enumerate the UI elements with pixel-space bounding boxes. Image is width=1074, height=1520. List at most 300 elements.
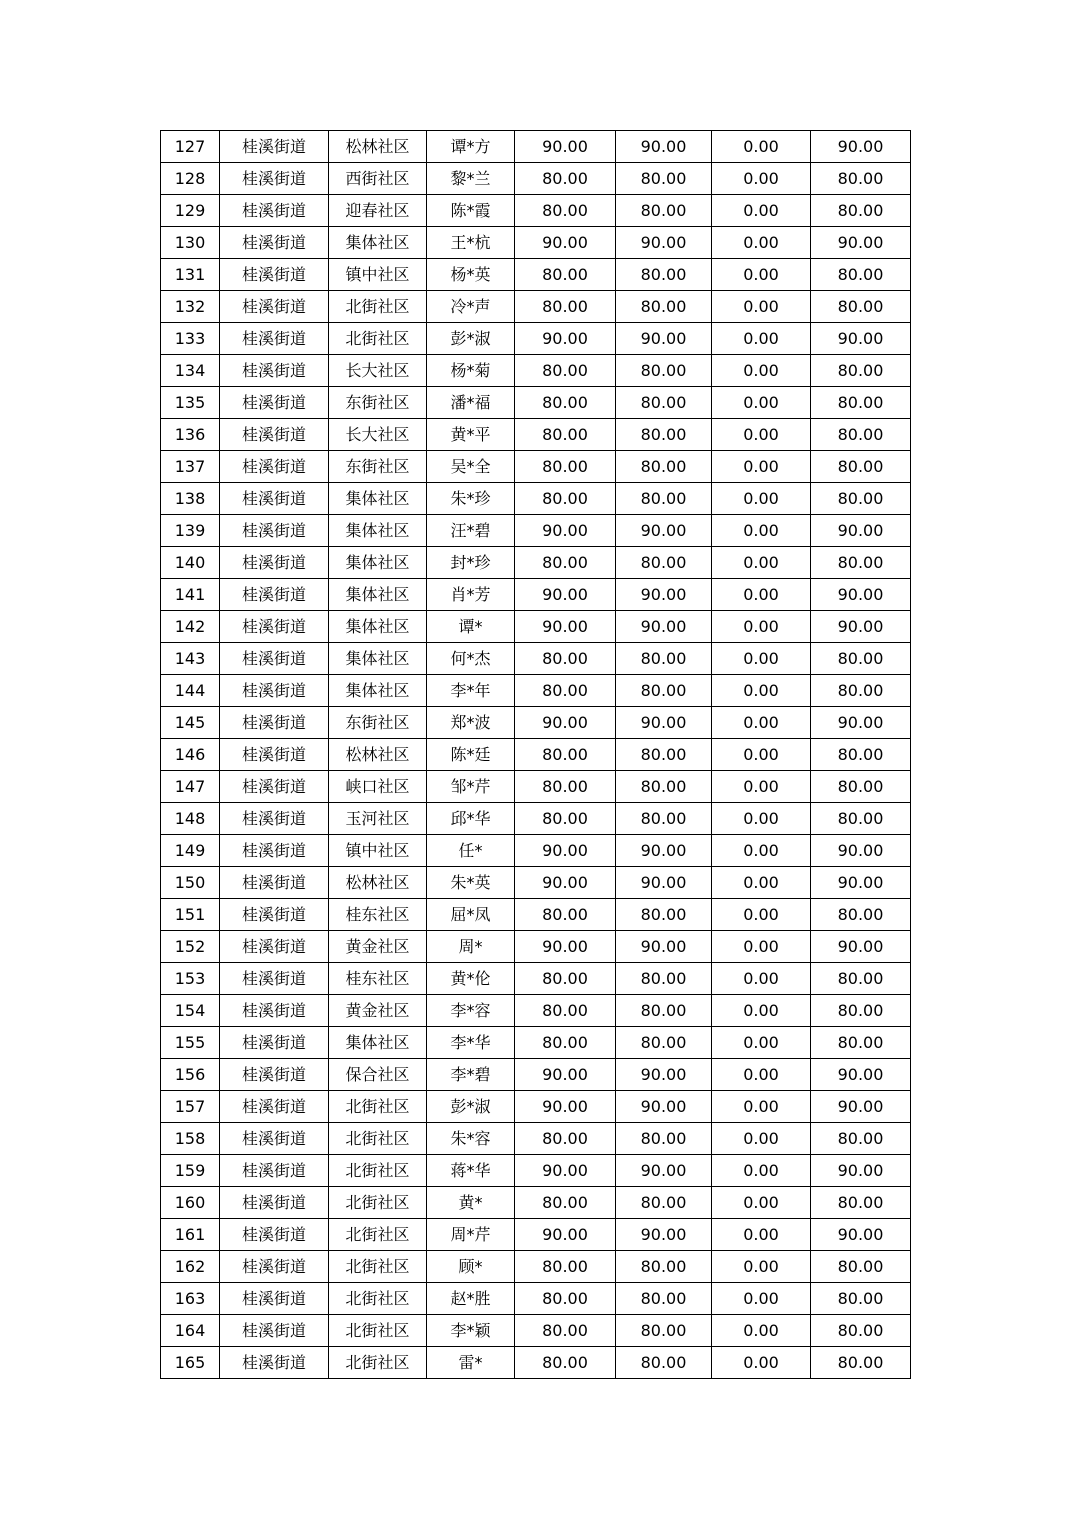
- amount-cell-4: 90.00: [811, 323, 911, 355]
- community-cell: 集体社区: [329, 675, 427, 707]
- amount-cell-4: 90.00: [811, 611, 911, 643]
- amount-cell-4: 80.00: [811, 419, 911, 451]
- street-cell: 桂溪街道: [220, 483, 329, 515]
- street-cell: 桂溪街道: [220, 1155, 329, 1187]
- table-row: [161, 259, 911, 291]
- amount-cell-3: 0.00: [712, 387, 811, 419]
- amount-cell-4: 80.00: [811, 643, 911, 675]
- community-cell: 集体社区: [329, 611, 427, 643]
- street-cell: 桂溪街道: [220, 995, 329, 1027]
- amount-cell-3: 0.00: [712, 803, 811, 835]
- row-number-cell: 137: [161, 451, 220, 483]
- row-number-cell: 139: [161, 515, 220, 547]
- street-cell: 桂溪街道: [220, 867, 329, 899]
- community-cell: 松林社区: [329, 739, 427, 771]
- amount-cell-2: 80.00: [616, 163, 712, 195]
- street-cell: 桂溪街道: [220, 547, 329, 579]
- amount-cell-3: 0.00: [712, 451, 811, 483]
- street-cell: 桂溪街道: [220, 131, 329, 163]
- row-number-cell: 162: [161, 1251, 220, 1283]
- street-cell: 桂溪街道: [220, 163, 329, 195]
- amount-cell-2: 80.00: [616, 1027, 712, 1059]
- amount-cell-2: 80.00: [616, 1347, 712, 1379]
- table-row: [161, 1123, 911, 1155]
- amount-cell-4: 80.00: [811, 451, 911, 483]
- amount-cell-4: 90.00: [811, 515, 911, 547]
- table-row: [161, 1187, 911, 1219]
- name-cell: 杨*英: [427, 259, 515, 291]
- amount-cell-3: 0.00: [712, 547, 811, 579]
- name-cell: 黄*: [427, 1187, 515, 1219]
- amount-cell-1: 80.00: [515, 1027, 616, 1059]
- row-number-cell: 144: [161, 675, 220, 707]
- table-row: [161, 995, 911, 1027]
- amount-cell-4: 80.00: [811, 1123, 911, 1155]
- street-cell: 桂溪街道: [220, 515, 329, 547]
- amount-cell-4: 80.00: [811, 739, 911, 771]
- row-number-cell: 159: [161, 1155, 220, 1187]
- amount-cell-2: 80.00: [616, 643, 712, 675]
- amount-cell-3: 0.00: [712, 1059, 811, 1091]
- name-cell: 任*: [427, 835, 515, 867]
- table-row: [161, 963, 911, 995]
- amount-cell-2: 80.00: [616, 739, 712, 771]
- name-cell: 陈*霞: [427, 195, 515, 227]
- row-number-cell: 151: [161, 899, 220, 931]
- street-cell: 桂溪街道: [220, 675, 329, 707]
- table-row: [161, 707, 911, 739]
- community-cell: 桂东社区: [329, 963, 427, 995]
- amount-cell-4: 80.00: [811, 1315, 911, 1347]
- amount-cell-3: 0.00: [712, 771, 811, 803]
- community-cell: 北街社区: [329, 1283, 427, 1315]
- amount-cell-3: 0.00: [712, 931, 811, 963]
- amount-cell-4: 80.00: [811, 291, 911, 323]
- amount-cell-4: 80.00: [811, 1251, 911, 1283]
- street-cell: 桂溪街道: [220, 1123, 329, 1155]
- table-row: [161, 451, 911, 483]
- amount-cell-3: 0.00: [712, 131, 811, 163]
- community-cell: 镇中社区: [329, 835, 427, 867]
- amount-cell-3: 0.00: [712, 323, 811, 355]
- amount-cell-4: 80.00: [811, 355, 911, 387]
- amount-cell-2: 80.00: [616, 547, 712, 579]
- table-row: [161, 1219, 911, 1251]
- amount-cell-3: 0.00: [712, 355, 811, 387]
- table-body: [161, 131, 911, 1379]
- amount-cell-2: 80.00: [616, 291, 712, 323]
- table-row: [161, 483, 911, 515]
- street-cell: 桂溪街道: [220, 323, 329, 355]
- amount-cell-1: 90.00: [515, 931, 616, 963]
- amount-cell-1: 90.00: [515, 227, 616, 259]
- table-row: [161, 771, 911, 803]
- amount-cell-4: 80.00: [811, 387, 911, 419]
- table-row: [161, 323, 911, 355]
- table-row: [161, 291, 911, 323]
- amount-cell-3: 0.00: [712, 291, 811, 323]
- table-row: [161, 1155, 911, 1187]
- street-cell: 桂溪街道: [220, 899, 329, 931]
- amount-cell-3: 0.00: [712, 1283, 811, 1315]
- row-number-cell: 133: [161, 323, 220, 355]
- table-row: [161, 1091, 911, 1123]
- amount-cell-3: 0.00: [712, 1219, 811, 1251]
- row-number-cell: 127: [161, 131, 220, 163]
- amount-cell-2: 80.00: [616, 771, 712, 803]
- table-row: [161, 547, 911, 579]
- amount-cell-3: 0.00: [712, 675, 811, 707]
- street-cell: 桂溪街道: [220, 419, 329, 451]
- name-cell: 冷*声: [427, 291, 515, 323]
- amount-cell-2: 80.00: [616, 1315, 712, 1347]
- row-number-cell: 128: [161, 163, 220, 195]
- table-row: [161, 739, 911, 771]
- community-cell: 峡口社区: [329, 771, 427, 803]
- name-cell: 朱*珍: [427, 483, 515, 515]
- row-number-cell: 132: [161, 291, 220, 323]
- row-number-cell: 135: [161, 387, 220, 419]
- amount-cell-4: 80.00: [811, 803, 911, 835]
- amount-cell-3: 0.00: [712, 707, 811, 739]
- row-number-cell: 138: [161, 483, 220, 515]
- table-row: [161, 835, 911, 867]
- amount-cell-3: 0.00: [712, 995, 811, 1027]
- amount-cell-2: 90.00: [616, 1059, 712, 1091]
- row-number-cell: 148: [161, 803, 220, 835]
- row-number-cell: 141: [161, 579, 220, 611]
- community-cell: 集体社区: [329, 515, 427, 547]
- amount-cell-3: 0.00: [712, 163, 811, 195]
- name-cell: 黄*伦: [427, 963, 515, 995]
- name-cell: 蒋*华: [427, 1155, 515, 1187]
- amount-cell-4: 80.00: [811, 163, 911, 195]
- amount-cell-1: 80.00: [515, 803, 616, 835]
- name-cell: 汪*碧: [427, 515, 515, 547]
- street-cell: 桂溪街道: [220, 1187, 329, 1219]
- amount-cell-1: 80.00: [515, 1187, 616, 1219]
- name-cell: 雷*: [427, 1347, 515, 1379]
- amount-cell-1: 80.00: [515, 419, 616, 451]
- name-cell: 顾*: [427, 1251, 515, 1283]
- amount-cell-4: 80.00: [811, 1027, 911, 1059]
- amount-cell-4: 90.00: [811, 931, 911, 963]
- amount-cell-4: 80.00: [811, 259, 911, 291]
- community-cell: 集体社区: [329, 579, 427, 611]
- community-cell: 北街社区: [329, 1187, 427, 1219]
- row-number-cell: 150: [161, 867, 220, 899]
- amount-cell-4: 80.00: [811, 963, 911, 995]
- amount-cell-2: 80.00: [616, 355, 712, 387]
- name-cell: 王*杭: [427, 227, 515, 259]
- amount-cell-1: 80.00: [515, 259, 616, 291]
- amount-cell-3: 0.00: [712, 611, 811, 643]
- amount-cell-3: 0.00: [712, 1347, 811, 1379]
- amount-cell-3: 0.00: [712, 483, 811, 515]
- table-row: [161, 1347, 911, 1379]
- amount-cell-2: 80.00: [616, 1123, 712, 1155]
- name-cell: 谭*: [427, 611, 515, 643]
- amount-cell-2: 90.00: [616, 707, 712, 739]
- amount-cell-1: 90.00: [515, 867, 616, 899]
- street-cell: 桂溪街道: [220, 1347, 329, 1379]
- amount-cell-4: 90.00: [811, 579, 911, 611]
- amount-cell-1: 90.00: [515, 1091, 616, 1123]
- name-cell: 周*芹: [427, 1219, 515, 1251]
- table-row: [161, 675, 911, 707]
- row-number-cell: 161: [161, 1219, 220, 1251]
- row-number-cell: 136: [161, 419, 220, 451]
- community-cell: 桂东社区: [329, 899, 427, 931]
- amount-cell-3: 0.00: [712, 739, 811, 771]
- street-cell: 桂溪街道: [220, 387, 329, 419]
- community-cell: 镇中社区: [329, 259, 427, 291]
- amount-cell-1: 90.00: [515, 1219, 616, 1251]
- table-row: [161, 355, 911, 387]
- amount-cell-2: 90.00: [616, 611, 712, 643]
- table-row: [161, 163, 911, 195]
- name-cell: 邹*芹: [427, 771, 515, 803]
- street-cell: 桂溪街道: [220, 707, 329, 739]
- amount-cell-3: 0.00: [712, 1027, 811, 1059]
- community-cell: 北街社区: [329, 1251, 427, 1283]
- amount-cell-1: 80.00: [515, 739, 616, 771]
- community-cell: 北街社区: [329, 1347, 427, 1379]
- name-cell: 朱*容: [427, 1123, 515, 1155]
- amount-cell-3: 0.00: [712, 1123, 811, 1155]
- row-number-cell: 154: [161, 995, 220, 1027]
- amount-cell-3: 0.00: [712, 835, 811, 867]
- community-cell: 东街社区: [329, 387, 427, 419]
- amount-cell-2: 80.00: [616, 195, 712, 227]
- amount-cell-3: 0.00: [712, 515, 811, 547]
- street-cell: 桂溪街道: [220, 451, 329, 483]
- amount-cell-4: 90.00: [811, 707, 911, 739]
- amount-cell-1: 80.00: [515, 771, 616, 803]
- street-cell: 桂溪街道: [220, 611, 329, 643]
- street-cell: 桂溪街道: [220, 227, 329, 259]
- amount-cell-4: 80.00: [811, 195, 911, 227]
- table-row: [161, 867, 911, 899]
- street-cell: 桂溪街道: [220, 291, 329, 323]
- street-cell: 桂溪街道: [220, 643, 329, 675]
- amount-cell-1: 90.00: [515, 707, 616, 739]
- amount-cell-4: 80.00: [811, 1347, 911, 1379]
- amount-cell-1: 80.00: [515, 451, 616, 483]
- name-cell: 黄*平: [427, 419, 515, 451]
- amount-cell-1: 80.00: [515, 899, 616, 931]
- amount-cell-1: 80.00: [515, 643, 616, 675]
- amount-cell-1: 90.00: [515, 835, 616, 867]
- community-cell: 北街社区: [329, 1123, 427, 1155]
- amount-cell-3: 0.00: [712, 643, 811, 675]
- amount-cell-4: 80.00: [811, 483, 911, 515]
- table-row: [161, 1283, 911, 1315]
- community-cell: 玉河社区: [329, 803, 427, 835]
- amount-cell-2: 90.00: [616, 1219, 712, 1251]
- amount-cell-3: 0.00: [712, 259, 811, 291]
- name-cell: 彭*淑: [427, 1091, 515, 1123]
- name-cell: 邱*华: [427, 803, 515, 835]
- row-number-cell: 152: [161, 931, 220, 963]
- row-number-cell: 157: [161, 1091, 220, 1123]
- row-number-cell: 160: [161, 1187, 220, 1219]
- street-cell: 桂溪街道: [220, 803, 329, 835]
- amount-cell-2: 90.00: [616, 1091, 712, 1123]
- amount-cell-1: 80.00: [515, 163, 616, 195]
- street-cell: 桂溪街道: [220, 1219, 329, 1251]
- community-cell: 北街社区: [329, 1091, 427, 1123]
- table-row: [161, 1315, 911, 1347]
- amount-cell-2: 90.00: [616, 867, 712, 899]
- amount-cell-2: 80.00: [616, 1251, 712, 1283]
- amount-cell-2: 80.00: [616, 259, 712, 291]
- name-cell: 李*华: [427, 1027, 515, 1059]
- amount-cell-2: 80.00: [616, 387, 712, 419]
- community-cell: 保合社区: [329, 1059, 427, 1091]
- amount-cell-4: 80.00: [811, 1283, 911, 1315]
- street-cell: 桂溪街道: [220, 931, 329, 963]
- name-cell: 吴*全: [427, 451, 515, 483]
- amount-cell-2: 80.00: [616, 483, 712, 515]
- street-cell: 桂溪街道: [220, 771, 329, 803]
- row-number-cell: 158: [161, 1123, 220, 1155]
- name-cell: 潘*福: [427, 387, 515, 419]
- street-cell: 桂溪街道: [220, 1091, 329, 1123]
- name-cell: 李*容: [427, 995, 515, 1027]
- name-cell: 杨*菊: [427, 355, 515, 387]
- table-row: [161, 387, 911, 419]
- amount-cell-1: 80.00: [515, 963, 616, 995]
- name-cell: 赵*胜: [427, 1283, 515, 1315]
- amount-cell-2: 90.00: [616, 131, 712, 163]
- amount-cell-1: 80.00: [515, 1347, 616, 1379]
- amount-cell-3: 0.00: [712, 195, 811, 227]
- amount-cell-2: 90.00: [616, 835, 712, 867]
- community-cell: 北街社区: [329, 1315, 427, 1347]
- amount-cell-4: 80.00: [811, 1187, 911, 1219]
- street-cell: 桂溪街道: [220, 579, 329, 611]
- amount-cell-2: 80.00: [616, 995, 712, 1027]
- name-cell: 陈*廷: [427, 739, 515, 771]
- amount-cell-1: 90.00: [515, 611, 616, 643]
- name-cell: 谭*方: [427, 131, 515, 163]
- street-cell: 桂溪街道: [220, 1059, 329, 1091]
- amount-cell-4: 90.00: [811, 227, 911, 259]
- community-cell: 北街社区: [329, 1219, 427, 1251]
- name-cell: 李*颖: [427, 1315, 515, 1347]
- row-number-cell: 145: [161, 707, 220, 739]
- amount-cell-4: 80.00: [811, 899, 911, 931]
- street-cell: 桂溪街道: [220, 355, 329, 387]
- name-cell: 肖*芳: [427, 579, 515, 611]
- amount-cell-4: 80.00: [811, 771, 911, 803]
- street-cell: 桂溪街道: [220, 835, 329, 867]
- street-cell: 桂溪街道: [220, 1251, 329, 1283]
- amount-cell-1: 90.00: [515, 1155, 616, 1187]
- amount-cell-1: 90.00: [515, 1059, 616, 1091]
- community-cell: 集体社区: [329, 483, 427, 515]
- table-row: [161, 643, 911, 675]
- amount-cell-1: 80.00: [515, 1315, 616, 1347]
- amount-cell-2: 80.00: [616, 1283, 712, 1315]
- amount-cell-1: 80.00: [515, 675, 616, 707]
- row-number-cell: 163: [161, 1283, 220, 1315]
- table-row: [161, 899, 911, 931]
- amount-cell-2: 90.00: [616, 515, 712, 547]
- amount-cell-1: 80.00: [515, 483, 616, 515]
- row-number-cell: 130: [161, 227, 220, 259]
- community-cell: 集体社区: [329, 227, 427, 259]
- table-row: [161, 227, 911, 259]
- name-cell: 朱*英: [427, 867, 515, 899]
- name-cell: 屈*凤: [427, 899, 515, 931]
- amount-cell-4: 80.00: [811, 547, 911, 579]
- street-cell: 桂溪街道: [220, 1315, 329, 1347]
- community-cell: 北街社区: [329, 291, 427, 323]
- amount-cell-1: 80.00: [515, 995, 616, 1027]
- community-cell: 东街社区: [329, 707, 427, 739]
- amount-cell-4: 90.00: [811, 1059, 911, 1091]
- amount-cell-2: 80.00: [616, 1187, 712, 1219]
- table-row: [161, 611, 911, 643]
- row-number-cell: 147: [161, 771, 220, 803]
- amount-cell-1: 80.00: [515, 291, 616, 323]
- name-cell: 封*珍: [427, 547, 515, 579]
- amount-cell-2: 80.00: [616, 899, 712, 931]
- amount-cell-2: 90.00: [616, 579, 712, 611]
- amount-cell-2: 80.00: [616, 803, 712, 835]
- row-number-cell: 149: [161, 835, 220, 867]
- amount-cell-1: 90.00: [515, 131, 616, 163]
- community-cell: 东街社区: [329, 451, 427, 483]
- table-row: [161, 579, 911, 611]
- amount-cell-4: 80.00: [811, 675, 911, 707]
- amount-cell-3: 0.00: [712, 579, 811, 611]
- table-row: [161, 1251, 911, 1283]
- table-row: [161, 131, 911, 163]
- street-cell: 桂溪街道: [220, 1283, 329, 1315]
- community-cell: 北街社区: [329, 1155, 427, 1187]
- amount-cell-4: 80.00: [811, 995, 911, 1027]
- amount-cell-1: 80.00: [515, 387, 616, 419]
- amount-cell-2: 80.00: [616, 451, 712, 483]
- name-cell: 彭*淑: [427, 323, 515, 355]
- row-number-cell: 134: [161, 355, 220, 387]
- amount-cell-4: 90.00: [811, 867, 911, 899]
- community-cell: 长大社区: [329, 355, 427, 387]
- community-cell: 集体社区: [329, 643, 427, 675]
- amount-cell-3: 0.00: [712, 867, 811, 899]
- subsidy-roster-table: [160, 130, 911, 1379]
- row-number-cell: 143: [161, 643, 220, 675]
- community-cell: 黄金社区: [329, 931, 427, 963]
- name-cell: 黎*兰: [427, 163, 515, 195]
- row-number-cell: 140: [161, 547, 220, 579]
- amount-cell-2: 80.00: [616, 419, 712, 451]
- street-cell: 桂溪街道: [220, 259, 329, 291]
- row-number-cell: 131: [161, 259, 220, 291]
- table-row: [161, 515, 911, 547]
- street-cell: 桂溪街道: [220, 739, 329, 771]
- amount-cell-3: 0.00: [712, 1315, 811, 1347]
- row-number-cell: 146: [161, 739, 220, 771]
- row-number-cell: 153: [161, 963, 220, 995]
- amount-cell-2: 80.00: [616, 675, 712, 707]
- amount-cell-4: 90.00: [811, 131, 911, 163]
- amount-cell-4: 90.00: [811, 1155, 911, 1187]
- community-cell: 迎春社区: [329, 195, 427, 227]
